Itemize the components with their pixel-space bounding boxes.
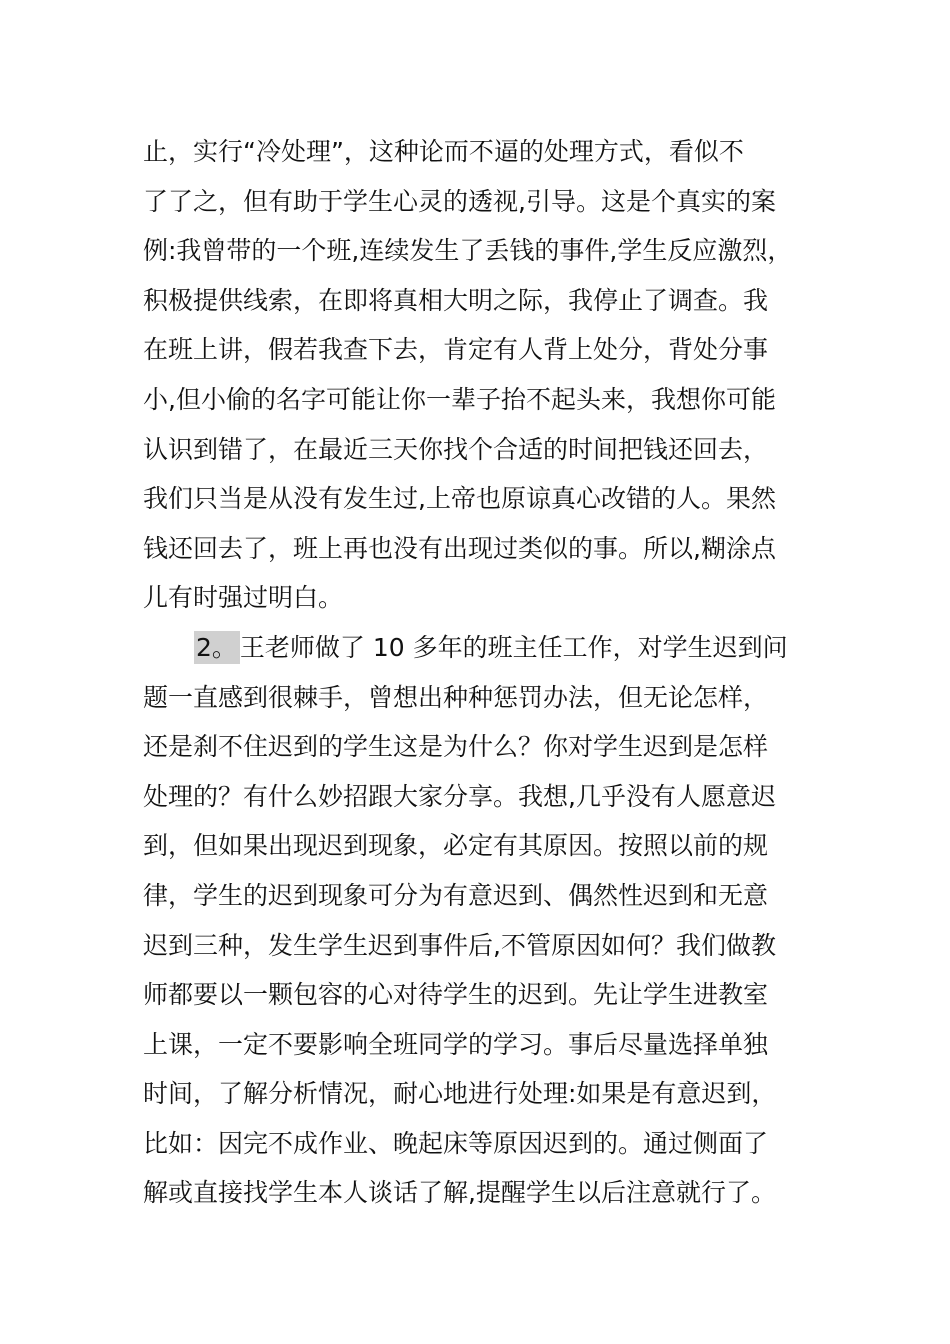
text-line: 时间，了解分析情况，耐心地进行处理:如果是有意迟到， [143, 1079, 777, 1109]
text-line: 师都要以一颗包容的心对待学生的迟到。先让学生进教室 [143, 980, 769, 1010]
text-line: 处理的？有什么妙招跟大家分享。我想,几乎没有人愿意迟 [143, 781, 776, 811]
text-line: 止，实行“冷处理”，这种论而不逼的处理方式，看似不 [143, 137, 744, 166]
list-number-marker: 2。 [194, 631, 240, 664]
text-line: 律，学生的迟到现象可分为有意迟到、偶然性迟到和无意 [143, 880, 769, 910]
document-body [143, 127, 823, 1218]
text-line: 比如：因完不成作业、晚起床等原因迟到的。通过侧面了 [143, 1128, 769, 1158]
text-line: 儿有时强过明白。 [143, 583, 344, 613]
paragraph-1 [143, 127, 823, 623]
text-line: 在班上讲，假若我查下去，肯定有人背上处分，背处分事 [143, 335, 769, 365]
text-line: 小,但小偷的名字可能让你一辈子抬不起头来，我想你可能 [143, 384, 776, 414]
text-line: 题一直感到很棘手，曾想出种种惩罚办法，但无论怎样， [143, 682, 769, 712]
text-line: 上课，一定不要影响全班同学的学习。事后尽量选择单独 [143, 1029, 769, 1059]
text-segment: 王老师做了 10 多年的班主任工作，对学生迟到问 [239, 632, 788, 662]
text-line: 到，但如果出现迟到现象，必定有其原因。按照以前的规 [143, 831, 769, 861]
text-line: 认识到错了，在最近三天你找个合适的时间把钱还回去， [143, 434, 769, 464]
text-line: 例:我曾带的一个班,连续发生了丢钱的事件,学生反应激烈， [143, 236, 793, 266]
paragraph-2-first-line [143, 623, 823, 673]
paragraph-2 [143, 623, 823, 1218]
text-line: 迟到三种，发生学生迟到事件后,不管原因如何？我们做教 [143, 930, 776, 960]
text-line: 钱还回去了，班上再也没有出现过类似的事。所以,糊涂点 [143, 533, 776, 563]
text-line: 了了之，但有助于学生心灵的透视,引导。这是个真实的案 [143, 186, 776, 216]
text-line: 还是刹不住迟到的学生这是为什么？你对学生迟到是怎样 [143, 732, 769, 762]
text-line: 积极提供线索，在即将真相大明之际，我停止了调查。我 [143, 285, 769, 315]
text-line: 我们只当是从没有发生过,上帝也原谅真心改错的人。果然 [143, 484, 776, 514]
text-line: 解或直接找学生本人谈话了解,提醒学生以后注意就行了。 [143, 1178, 776, 1208]
